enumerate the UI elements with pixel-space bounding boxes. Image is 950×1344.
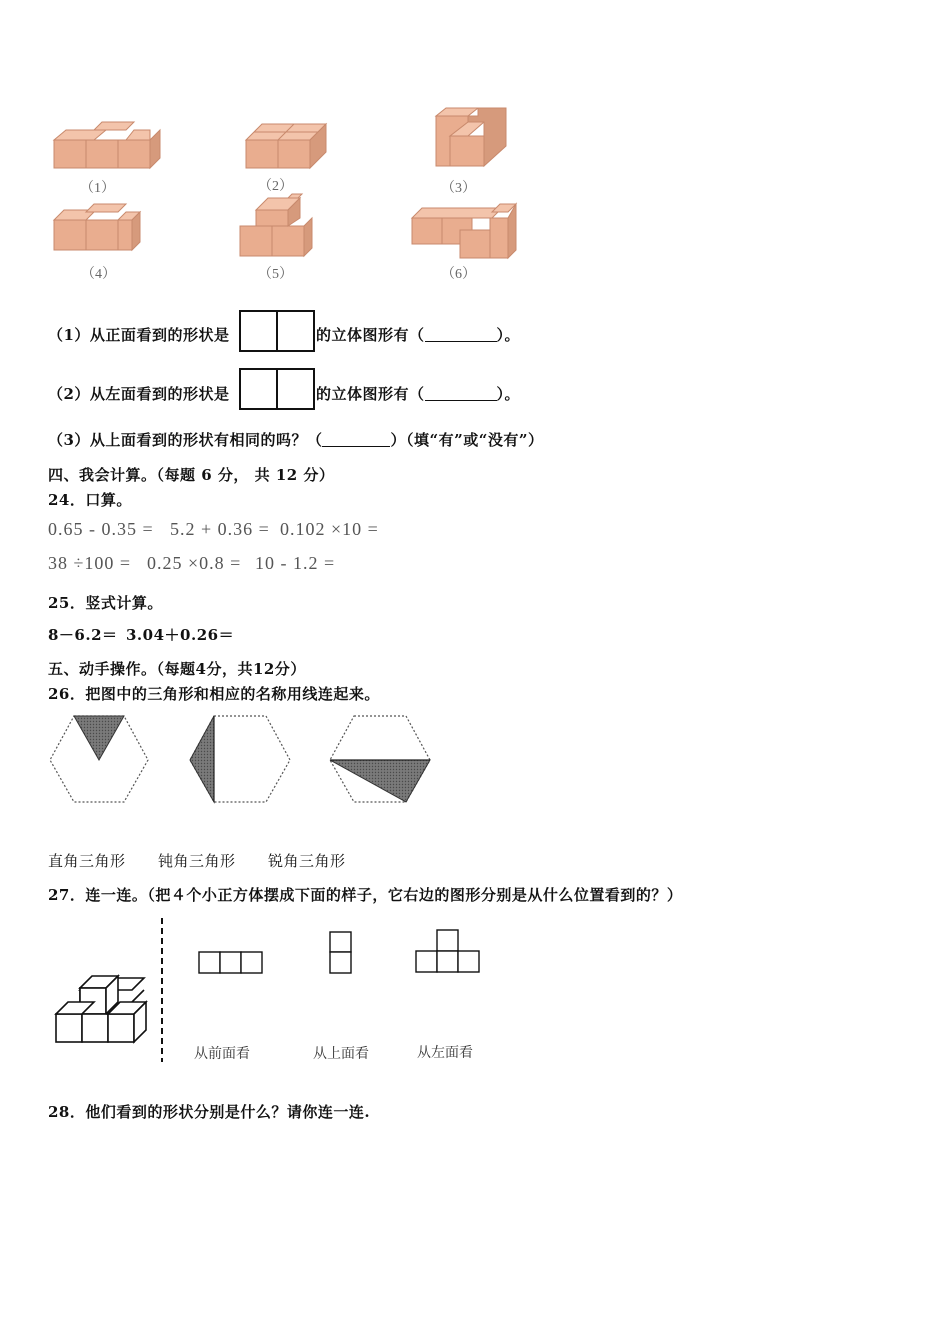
hexagon-1 xyxy=(50,716,148,802)
q23-sub1-shape xyxy=(239,310,315,352)
q24-item-1: 0.65 - 0.35 = xyxy=(48,519,154,539)
q23-sub2-rest xyxy=(316,383,520,404)
q24-item-4: 38 ÷100 = xyxy=(48,553,132,573)
figure-4 xyxy=(54,204,140,250)
q23-sub3-prefix: （3）从上面看到的形状有相同的吗？（ xyxy=(48,431,323,449)
hexagon-figures xyxy=(44,708,444,810)
q23-sub1-prefix: （1）从正面看到的形状是 xyxy=(48,326,230,344)
view-top xyxy=(330,932,351,973)
q24-item-2: 5.2 + 0.36 = xyxy=(170,519,270,539)
q24-item-6: 10 - 1.2 = xyxy=(255,553,336,573)
q24-title: 24．口算。 xyxy=(48,491,132,509)
hexagon-3 xyxy=(330,716,430,802)
q23-sub3 xyxy=(48,429,543,450)
q26-name-right[interactable]: 直角三角形 xyxy=(48,852,126,870)
q23-sub1-end: ）。 xyxy=(496,326,521,344)
q23-sub2-end: ）。 xyxy=(496,385,521,403)
q23-sub2-blank[interactable] xyxy=(425,386,497,401)
view-left xyxy=(416,930,479,972)
view-front xyxy=(199,952,262,973)
figure-1 xyxy=(54,122,160,168)
q23-sub2 xyxy=(48,383,229,404)
figure-5 xyxy=(240,194,312,256)
q28-title: 28．他们看到的形状分别是什么？请你连一连. xyxy=(48,1103,371,1121)
q23-sub1-suffix: 的立体图形有（ xyxy=(316,326,425,344)
q25-item-2: 3.04＋0.26＝ xyxy=(126,626,235,644)
figure-1-caption: （1） xyxy=(80,181,115,196)
q24-item-3: 0.102 ×10 = xyxy=(280,519,379,539)
q23-sub2-suffix: 的立体图形有（ xyxy=(316,385,425,403)
q23-sub3-blank[interactable] xyxy=(322,432,390,447)
triangle-2 xyxy=(190,716,214,802)
q27-view-label-top[interactable]: 从上面看 xyxy=(313,1046,369,1062)
figure-4-caption: （4） xyxy=(81,267,116,282)
triangle-3 xyxy=(330,760,430,802)
q27-view-label-front[interactable]: 从前面看 xyxy=(194,1046,250,1062)
figure-2-caption: （2） xyxy=(258,179,293,194)
q23-sub1 xyxy=(48,324,229,345)
cube-stack xyxy=(56,976,146,1042)
q23-sub3-suffix: ）（填“有”或“没有”） xyxy=(390,431,544,449)
section-5-title: 五、动手操作。（每题4分，共12分） xyxy=(48,660,306,678)
q26-title: 26．把图中的三角形和相应的名称用线连起来。 xyxy=(48,685,380,703)
q26-name-obtuse[interactable]: 钝角三角形 xyxy=(158,852,236,870)
q27-title: 27．连一连。（把４个小正方体摆成下面的样子，它右边的图形分别是从什么位置看到的？） xyxy=(48,886,683,904)
q27-view-label-left[interactable]: 从左面看 xyxy=(417,1045,473,1061)
q23-sub2-shape xyxy=(239,368,315,410)
figure-6 xyxy=(412,204,516,258)
figure-6-caption: （6） xyxy=(441,267,476,282)
q24-item-5: 0.25 ×0.8 = xyxy=(147,553,242,573)
q23-sub1-rest xyxy=(316,324,520,345)
q26-name-acute[interactable]: 锐角三角形 xyxy=(268,852,346,870)
q23-sub2-prefix: （2）从左面看到的形状是 xyxy=(48,385,230,403)
hexagon-2 xyxy=(190,716,290,802)
q25-title: 25．竖式计算。 xyxy=(48,594,163,612)
q23-sub1-blank[interactable] xyxy=(425,327,497,342)
figure-3-caption: （3） xyxy=(441,181,476,196)
triangle-1 xyxy=(74,716,124,760)
section-4-title: 四、我会计算。（每题 6 分， 共 12 分） xyxy=(48,466,335,484)
q25-item-1: 8－6.2＝ xyxy=(48,626,118,644)
figure-5-caption: （5） xyxy=(258,267,293,282)
figure-2 xyxy=(246,124,326,168)
figure-3 xyxy=(436,108,506,166)
